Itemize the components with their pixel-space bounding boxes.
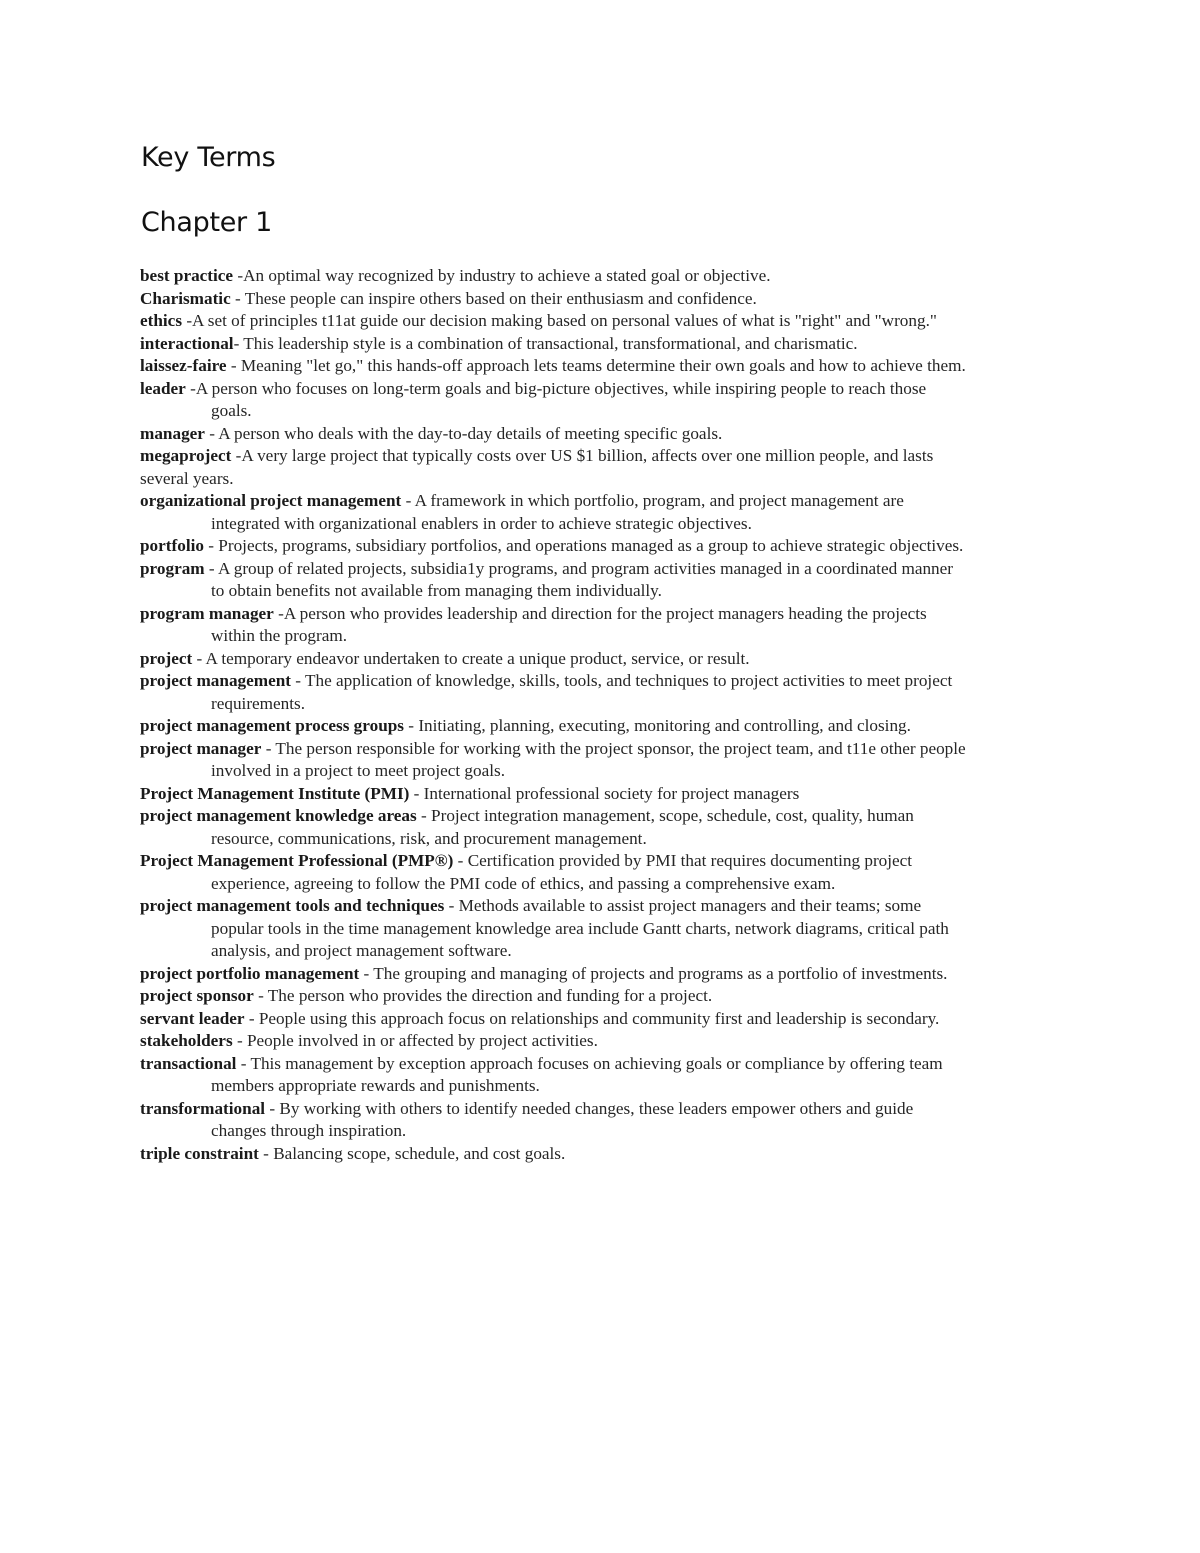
glossary-definition: - Methods available to assist project managers and their teams; some popular tools in the time management knowledge area include Gantt charts, network diagrams, critical path analysis, and project management software.	[211, 896, 949, 960]
glossary-term: ethics	[140, 311, 183, 330]
glossary-entry	[140, 288, 970, 311]
glossary-entry	[140, 783, 970, 806]
glossary-entry	[140, 648, 970, 671]
glossary-entry	[140, 1143, 970, 1166]
glossary-entry	[140, 535, 970, 558]
glossary-term: interactional	[140, 333, 234, 353]
glossary-definition: - These people can inspire others based on their enthusiasm and confidence.	[230, 288, 757, 308]
glossary-entry	[140, 850, 970, 895]
glossary-entry	[140, 603, 970, 648]
glossary-entry	[140, 805, 970, 850]
document-title: Key Terms	[141, 142, 276, 173]
glossary-entry	[140, 490, 970, 535]
glossary-term: transactional	[140, 1053, 237, 1073]
glossary-term: Charismatic	[140, 288, 231, 308]
glossary-entry	[140, 1098, 970, 1143]
glossary-definition: - By working with others to identify needed changes, these leaders empower others and guide changes through inspiration.	[211, 1098, 914, 1140]
glossary-entry	[140, 333, 970, 356]
glossary-entry	[140, 558, 970, 603]
glossary-definition: -A person who focuses on long-term goals and big-picture objectives, while inspiring people to reach those goals.	[185, 378, 927, 420]
glossary-term: project sponsor	[140, 986, 254, 1005]
glossary-term: program	[140, 558, 205, 578]
glossary-term: project management process groups	[140, 716, 404, 735]
glossary-entry	[140, 1053, 970, 1098]
chapter-heading: Chapter 1	[141, 207, 273, 238]
glossary-term: project management	[140, 671, 291, 690]
glossary-entry	[140, 423, 970, 446]
glossary-definition: - The application of knowledge, skills, tools, and techniques to project activities to meet project requirements.	[211, 671, 953, 713]
glossary-term: project manager	[140, 738, 262, 758]
glossary-term: servant leader	[140, 1008, 245, 1028]
glossary-definition: - People involved in or affected by project activities.	[232, 1031, 598, 1050]
glossary-term: megaproject	[140, 446, 232, 465]
glossary-definition: - A group of related projects, subsidia1y programs, and program activities managed in a coordinated manner to obtain benefits not available from managing them individually.	[204, 558, 953, 600]
glossary-definition: -A very large project that typically costs over US $1 billion, affects over one million people, and lasts several years.	[140, 446, 934, 488]
glossary-entry	[140, 445, 970, 490]
glossary-entry	[140, 963, 970, 986]
glossary-entry	[140, 1008, 970, 1031]
glossary-term: laissez-faire	[140, 356, 227, 375]
glossary-term: project portfolio management	[140, 963, 360, 983]
glossary-definition: - International professional society for project managers	[409, 783, 800, 803]
glossary-definition: - This management by exception approach focuses on achieving goals or compliance by offering team members appropriate rewards and punishments.	[211, 1053, 943, 1095]
glossary-entry	[140, 670, 970, 715]
glossary-term: best practice	[140, 266, 234, 285]
glossary-entry	[140, 310, 970, 333]
glossary-definition: - Meaning "let go," this hands-off approach lets teams determine their own goals and how to achieve them.	[226, 356, 966, 375]
glossary-term: Project Management Institute (PMI)	[140, 783, 410, 803]
glossary-term: transformational	[140, 1098, 266, 1118]
glossary-definition: - Initiating, planning, executing, monitoring and controlling, and closing.	[404, 716, 911, 735]
glossary-term: project management knowledge areas	[140, 806, 417, 825]
glossary-definition: - A framework in which portfolio, program, and project management are integrated with organizational enablers in order to achieve strategic objectives.	[211, 491, 904, 533]
glossary-term: leader	[140, 378, 186, 398]
glossary-term: portfolio	[140, 536, 204, 555]
glossary-definition: - Balancing scope, schedule, and cost goals.	[258, 1143, 566, 1163]
glossary-term: project	[140, 648, 193, 668]
glossary-entry	[140, 738, 970, 783]
glossary-entry	[140, 895, 970, 963]
glossary-entry	[140, 985, 970, 1008]
glossary-definition: -An optimal way recognized by industry to achieve a stated goal or objective.	[233, 266, 771, 285]
glossary-term: program manager	[140, 603, 274, 623]
glossary-entry	[140, 265, 970, 288]
glossary-term: manager	[140, 423, 205, 443]
glossary-definition: - Certification provided by PMI that requires documenting project experience, agreeing to follow the PMI code of ethics, and passing a comprehensive exam.	[211, 851, 913, 893]
glossary-list	[140, 265, 970, 1165]
glossary-term: stakeholders	[140, 1031, 233, 1050]
glossary-definition: - A person who deals with the day-to-day details of meeting specific goals.	[204, 423, 723, 443]
glossary-definition: - Projects, programs, subsidiary portfolios, and operations managed as a group to achieve strategic objectives.	[203, 536, 964, 555]
glossary-entry	[140, 1030, 970, 1053]
glossary-term: Project Management Professional (PMP®)	[140, 851, 454, 870]
glossary-entry	[140, 715, 970, 738]
glossary-definition: - This leadership style is a combination of transactional, transformational, and charismatic.	[233, 333, 858, 353]
glossary-term: project management tools and techniques	[140, 896, 445, 915]
glossary-term: triple constraint	[140, 1143, 259, 1163]
glossary-definition: - The grouping and managing of projects and programs as a portfolio of investments.	[359, 963, 948, 983]
glossary-definition: - The person responsible for working with the project sponsor, the project team, and t11e other people involved in a project to meet project goals.	[211, 738, 966, 780]
glossary-definition: - The person who provides the direction and funding for a project.	[253, 986, 713, 1005]
glossary-definition: - Project integration management, scope, schedule, cost, quality, human resource, communications, risk, and procurement management.	[211, 806, 914, 848]
glossary-entry	[140, 355, 970, 378]
glossary-entry	[140, 378, 970, 423]
glossary-definition: - People using this approach focus on relationships and community first and leadership is secondary.	[244, 1008, 940, 1028]
glossary-definition: -A person who provides leadership and direction for the project managers heading the projects within the program.	[211, 603, 927, 645]
glossary-term: organizational project management	[140, 491, 402, 510]
glossary-definition: -A set of principles t11at guide our decision making based on personal values of what is "right" and "wrong."	[182, 311, 937, 330]
glossary-definition: - A temporary endeavor undertaken to create a unique product, service, or result.	[192, 648, 750, 668]
